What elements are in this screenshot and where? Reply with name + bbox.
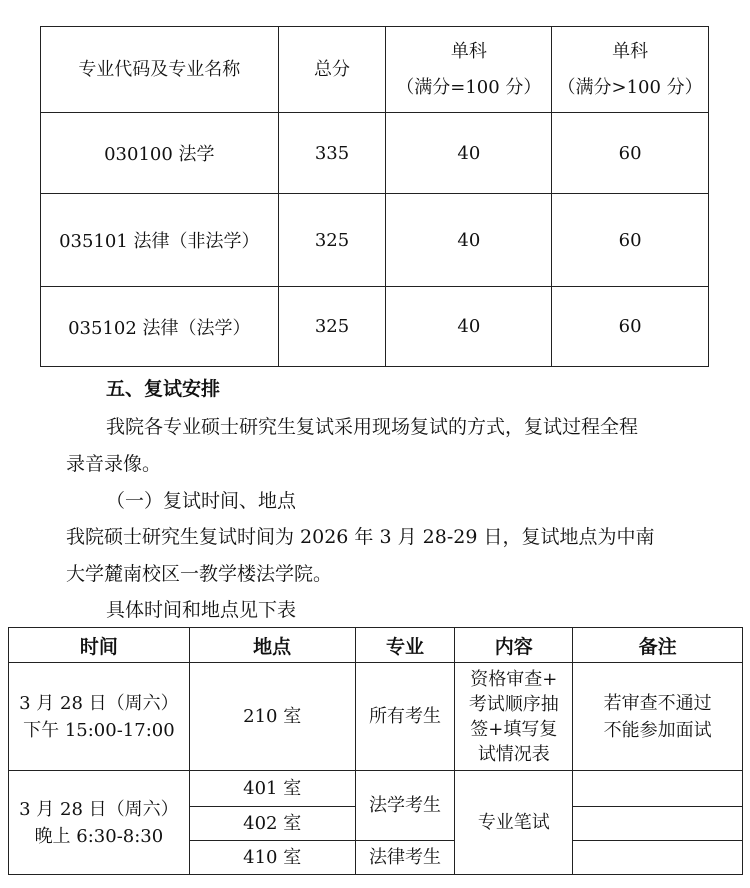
see-table-note: 具体时间和地点见下表 (106, 599, 297, 621)
header-total: 总分 (278, 27, 386, 113)
cell-major: 030100 法学 (41, 113, 279, 194)
subsection-title: （一）复试时间、地点 (106, 490, 297, 512)
section-title: 五、复试安排 (106, 378, 221, 400)
cell-total: 325 (278, 194, 386, 287)
cell-note: 若审查不通过 不能参加面试 (573, 663, 743, 771)
cell-major: 法学考生 (355, 771, 455, 841)
cell-single-over-100: 60 (552, 194, 709, 287)
header-single-over-100: 单科 （满分>100 分） (552, 27, 709, 113)
header-content: 内容 (455, 628, 573, 663)
cell-total: 325 (278, 287, 386, 367)
cell-content: 专业笔试 (455, 771, 573, 875)
cell-single-100: 40 (386, 194, 552, 287)
cell-time: 3 月 28 日（周六） 下午 15:00-17:00 (9, 663, 190, 771)
cell-single-over-100: 60 (552, 287, 709, 367)
header-note: 备注 (573, 628, 743, 663)
time-paragraph-line1: 我院硕士研究生复试时间为 2026 年 3 月 28-29 日，复试地点为中南 (66, 526, 655, 548)
cell-major: 035102 法律（法学） (41, 287, 279, 367)
cell-note (573, 807, 743, 841)
table-row (41, 194, 709, 287)
cell-note (573, 771, 743, 807)
header-time: 时间 (9, 628, 190, 663)
cell-content: 资格审查+ 考试顺序抽 签+填写复 试情况表 (455, 663, 573, 771)
cell-note (573, 841, 743, 875)
cell-major: 所有考生 (355, 663, 455, 771)
cell-place: 210 室 (189, 663, 355, 771)
cell-single-100: 40 (386, 113, 552, 194)
header-single-100: 单科 （满分=100 分） (386, 27, 552, 113)
cell-major: 法律考生 (355, 841, 455, 875)
schedule-row (9, 771, 743, 807)
header-place: 地点 (189, 628, 355, 663)
table-row (41, 287, 709, 367)
cell-total: 335 (278, 113, 386, 194)
intro-paragraph-line1: 我院各专业硕士研究生复试采用现场复试的方式，复试过程全程 (106, 416, 639, 438)
cell-place: 410 室 (189, 841, 355, 875)
table-header-row (41, 27, 709, 113)
cell-time: 3 月 28 日（周六） 晚上 6:30-8:30 (9, 771, 190, 875)
table-row (41, 113, 709, 194)
time-paragraph-line2: 大学麓南校区一教学楼法学院。 (66, 563, 333, 585)
header-major: 专业代码及专业名称 (41, 27, 279, 113)
schedule-row (9, 663, 743, 771)
cell-major: 035101 法律（非法学） (41, 194, 279, 287)
cell-single-over-100: 60 (552, 113, 709, 194)
schedule-header-row (9, 628, 743, 663)
header-major: 专业 (355, 628, 455, 663)
cell-place: 402 室 (189, 807, 355, 841)
schedule-table (8, 627, 743, 875)
score-requirement-table (40, 26, 709, 367)
cell-place: 401 室 (189, 771, 355, 807)
cell-single-100: 40 (386, 287, 552, 367)
intro-paragraph-line2: 录音录像。 (66, 453, 162, 475)
